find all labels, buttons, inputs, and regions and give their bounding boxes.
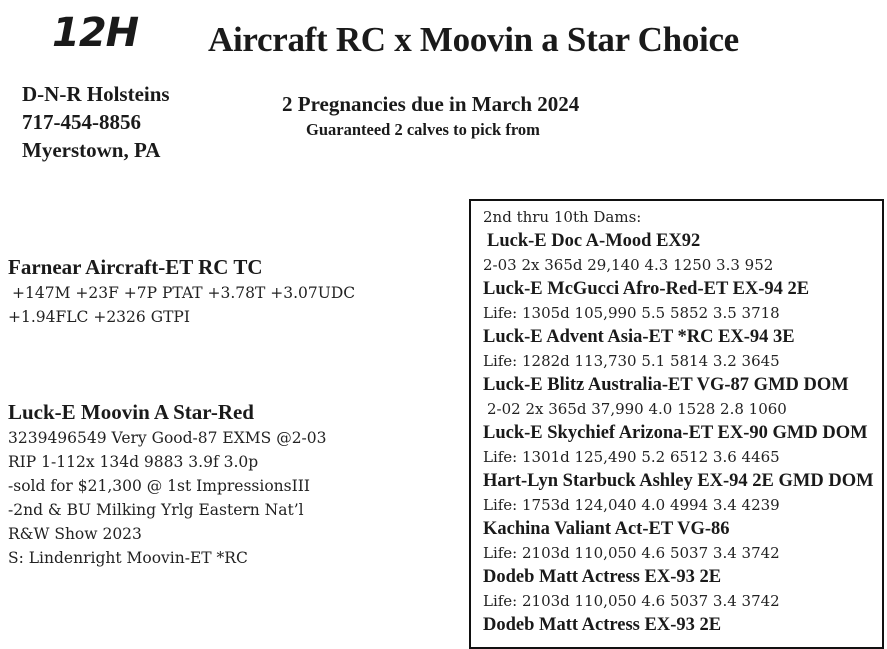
dam-entry-name: Hart-Lyn Starbuck Ashley EX-94 2E GMD DOM — [483, 471, 874, 491]
dam-details — [8, 426, 327, 570]
sire-genomics — [8, 281, 355, 329]
consignor-name: D-N-R Holsteins — [22, 82, 170, 106]
dam-entry-record: Life: 2103d 110,050 4.6 5037 3.4 3742 — [483, 592, 780, 610]
dam-entry-record: 2-02 2x 365d 37,990 4.0 1528 2.8 1060 — [487, 400, 787, 418]
page-title: Aircraft RC x Moovin a Star Choice — [208, 20, 739, 59]
dam-line: R&W Show 2023 — [8, 525, 142, 543]
pregnancy-headline: 2 Pregnancies due in March 2024 — [282, 92, 580, 116]
dam-name: Luck-E Moovin A Star-Red — [8, 400, 254, 424]
dam-entry-name: Dodeb Matt Actress EX-93 2E — [483, 615, 722, 635]
dam-line: RIP 1-112x 134d 9883 3.9f 3.0p — [8, 453, 259, 471]
consignor-block — [22, 80, 170, 164]
consignor-location: Myerstown, PA — [22, 138, 161, 162]
dam-line: -sold for $21,300 @ 1st ImpressionsIII — [8, 477, 310, 495]
dam-entry-name: Luck-E Blitz Australia-ET VG-87 GMD DOM — [483, 375, 849, 395]
sire-line: +1.94FLC +2326 GTPI — [8, 308, 190, 326]
dam-entry-record: Life: 1282d 113,730 5.1 5814 3.2 3645 — [483, 352, 780, 370]
dam-entry-name: Luck-E Doc A-Mood EX92 — [487, 231, 701, 251]
pregnancy-note: Guaranteed 2 calves to pick from — [306, 120, 540, 139]
dam-entry-record: Life: 2103d 110,050 4.6 5037 3.4 3742 — [483, 544, 780, 562]
dam-entry-record: Life: 1305d 105,990 5.5 5852 3.5 3718 — [483, 304, 780, 322]
dams-box-header: 2nd thru 10th Dams: — [483, 208, 642, 226]
dam-entry-name: Luck-E Skychief Arizona-ET EX-90 GMD DOM — [483, 423, 868, 443]
dam-entry-name: Luck-E McGucci Afro-Red-ET EX-94 2E — [483, 279, 810, 299]
dam-entry-name: Kachina Valiant Act-ET VG-86 — [483, 519, 730, 539]
consignor-phone: 717-454-8856 — [22, 110, 141, 134]
dam-entry-record: 2-03 2x 365d 29,140 4.3 1250 3.3 952 — [483, 256, 774, 274]
lot-number: 12H — [52, 10, 139, 56]
sire-name: Farnear Aircraft-ET RC TC — [8, 255, 263, 279]
dam-entry-record: Life: 1301d 125,490 5.2 6512 3.6 4465 — [483, 448, 780, 466]
dam-entry-record: Life: 1753d 124,040 4.0 4994 3.4 4239 — [483, 496, 780, 514]
pedigree-dams-box — [469, 199, 884, 649]
dam-entry-name: Luck-E Advent Asia-ET *RC EX-94 3E — [483, 327, 795, 347]
sire-line: +147M +23F +7P PTAT +3.78T +3.07UDC — [12, 284, 356, 302]
dam-line: -2nd & BU Milking Yrlg Eastern Nat’l — [8, 501, 304, 519]
dam-line: 3239496549 Very Good-87 EXMS @2-03 — [8, 429, 327, 447]
dam-entry-name: Dodeb Matt Actress EX-93 2E — [483, 567, 722, 587]
dam-line: S: Lindenright Moovin-ET *RC — [8, 549, 248, 567]
